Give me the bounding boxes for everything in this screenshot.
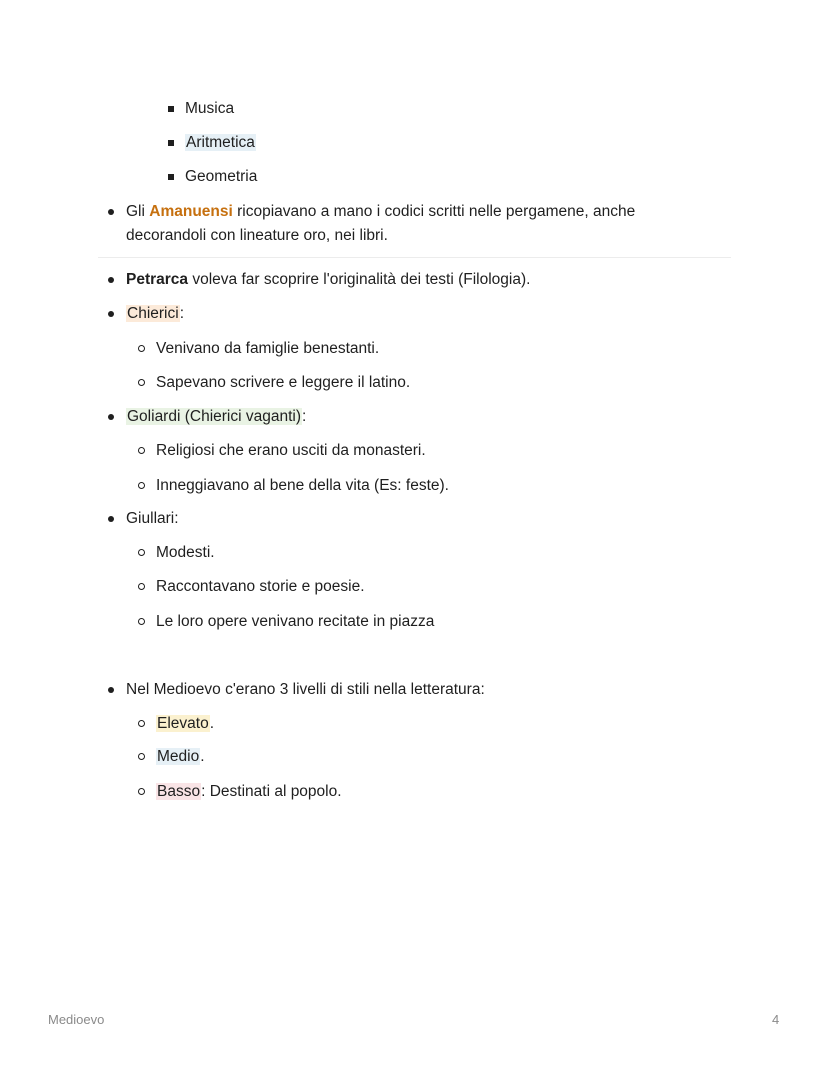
list-item-text: Raccontavano storie e poesie. — [156, 578, 365, 595]
list-item-prefix: Gli — [126, 203, 145, 220]
colon: : — [174, 510, 179, 527]
sub-list-item — [156, 440, 426, 462]
list-item-text: : Destinati al popolo. — [201, 783, 342, 800]
sub-list-item-basso — [156, 781, 342, 803]
list-item-geometria — [185, 166, 257, 188]
list-item-amanuensi — [126, 201, 635, 223]
list-item-giullari — [126, 508, 179, 530]
list-item-text: Giullari — [126, 510, 175, 527]
list-item-petrarca — [126, 269, 530, 291]
colon: : — [179, 305, 184, 322]
list-item-text: Venivano da famiglie benestanti. — [156, 340, 380, 357]
list-item-text: Geometria — [185, 168, 258, 185]
list-item-text: Modesti. — [156, 544, 215, 561]
footer-title: Medioevo — [48, 1012, 105, 1027]
highlighted-text: Chierici — [127, 305, 179, 322]
list-item-musica — [185, 98, 234, 120]
list-item-continuation — [126, 225, 388, 247]
sub-list-item — [156, 576, 365, 598]
sub-list-item — [156, 542, 215, 564]
accent-term: Amanuensi — [149, 203, 233, 220]
sub-list-item — [156, 611, 434, 633]
list-item-text: decorandoli con lineature oro, nei libri. — [126, 227, 388, 244]
sub-list-item — [156, 372, 410, 394]
sub-list-item-medio — [156, 746, 205, 768]
highlighted-text: Basso — [157, 783, 201, 800]
highlighted-text: Medio — [157, 748, 200, 765]
colon: : — [302, 408, 307, 425]
highlighted-text: Goliardi (Chierici vaganti) — [127, 408, 302, 425]
list-item-text: Sapevano scrivere e leggere il latino. — [156, 374, 411, 391]
list-item-text: . — [200, 748, 205, 765]
highlighted-text: Elevato — [157, 715, 209, 732]
list-item-livelli — [126, 679, 485, 701]
list-item-text: Religiosi che erano usciti da monasteri. — [156, 442, 426, 459]
list-item-text: . — [209, 715, 215, 732]
sub-list-item-elevato — [156, 713, 214, 735]
list-item-chierici — [126, 303, 184, 325]
divider — [98, 257, 731, 258]
list-item-text: Musica — [185, 100, 235, 117]
sub-list-item — [156, 338, 379, 360]
list-item-text: voleva far scoprire l'originalità dei testi (Filologia). — [192, 271, 531, 288]
sub-list-item — [156, 475, 449, 497]
page-number: 4 — [772, 1012, 780, 1027]
list-item-text: Nel Medioevo c'erano 3 livelli di stili nella letteratura: — [126, 681, 485, 698]
list-item-aritmetica — [185, 132, 256, 154]
list-item-goliardi — [126, 406, 306, 428]
highlighted-text: Aritmetica — [186, 134, 255, 151]
list-item-text: Inneggiavano al bene della vita (Es: feste). — [156, 477, 449, 494]
list-item-text: ricopiavano a mano i codici scritti nelle pergamene, anche — [237, 203, 636, 220]
bold-term: Petrarca — [126, 271, 189, 288]
list-item-text: Le loro opere venivano recitate in piazza — [156, 613, 435, 630]
